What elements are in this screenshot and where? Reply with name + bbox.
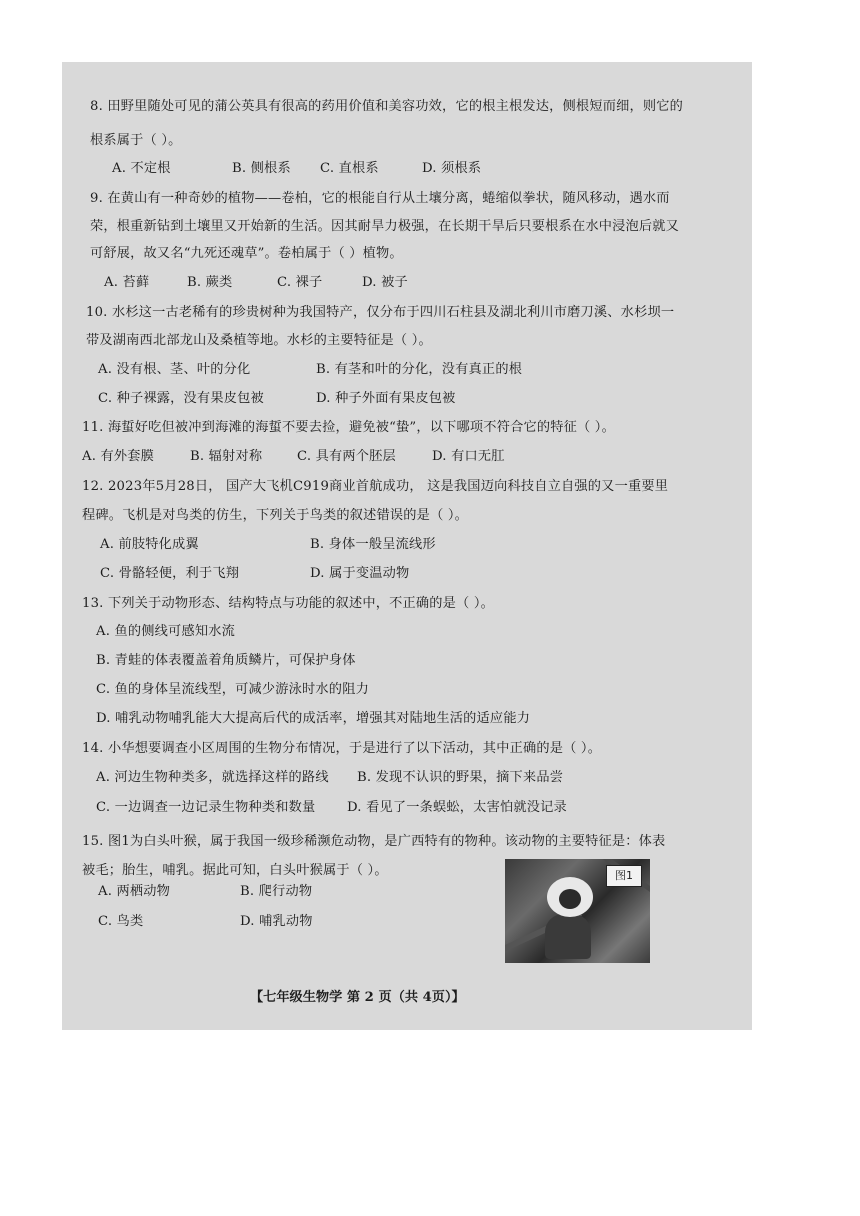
q15-option-c: C. 鸟类 bbox=[98, 914, 144, 929]
q12-option-a: A. 前肢特化成翼 bbox=[100, 537, 199, 552]
q8-stem-line-1: 8. 田野里随处可见的蒲公英具有很高的药用价值和美容功效，它的根主根发达，侧根短而细，则它的 bbox=[90, 99, 684, 114]
q11-option-a: A. 有外套膜 bbox=[82, 449, 155, 464]
monkey-photo bbox=[505, 859, 650, 963]
q14-stem-line-1: 14. 小华想要调查小区周围的生物分布情况，于是进行了以下活动，其中正确的是（ ）。 bbox=[82, 741, 602, 756]
figure-label: 图1 bbox=[606, 865, 642, 887]
q13-option-c: C. 鱼的身体呈流线型，可减少游泳时水的阻力 bbox=[96, 682, 369, 697]
monkey-body-shape bbox=[545, 914, 591, 959]
q11-option-b: B. 辐射对称 bbox=[190, 449, 263, 464]
q13-option-a: A. 鱼的侧线可感知水流 bbox=[96, 624, 235, 639]
q12-stem-line-1: 12. 2023年5月28日， 国产大飞机C919商业首航成功， 这是我国迈向科技自立自强的又一重要里 bbox=[82, 479, 669, 494]
q15-stem-line-2: 被毛；胎生，哺乳。据此可知，白头叶猴属于（ ）。 bbox=[82, 863, 388, 878]
q11-stem-line-1: 11. 海蜇好吃但被冲到海滩的海蜇不要去捡，避免被“蛰”，以下哪项不符合它的特征（ ）。 bbox=[82, 420, 615, 435]
q14-option-a: A. 河边生物种类多，就选择这样的路线 bbox=[96, 770, 329, 785]
q8-option-c: C. 直根系 bbox=[320, 161, 379, 176]
monkey-face-shape bbox=[559, 889, 581, 909]
page-footer: 【七年级生物学 第 2 页（共 4页）】 bbox=[250, 990, 465, 1005]
q8-stem-line-2: 根系属于（ ）。 bbox=[90, 133, 182, 148]
q10-stem-line-2: 带及湖南西北部龙山及桑植等地。水杉的主要特征是（ ）。 bbox=[86, 333, 432, 348]
q11-option-c: C. 具有两个胚层 bbox=[297, 449, 396, 464]
q8-option-d: D. 须根系 bbox=[422, 161, 482, 176]
q10-option-c: C. 种子裸露，没有果皮包被 bbox=[98, 391, 264, 406]
q10-stem-line-1: 10. 水杉这一古老稀有的珍贵树种为我国特产，仅分布于四川石柱县及湖北利川市磨刀溪、水杉坝一 bbox=[86, 305, 675, 320]
q9-option-d: D. 被子 bbox=[362, 275, 408, 290]
q14-option-c: C. 一边调查一边记录生物种类和数量 bbox=[96, 800, 316, 815]
q9-option-b: B. 蕨类 bbox=[187, 275, 233, 290]
q8-option-b: B. 侧根系 bbox=[232, 161, 291, 176]
q9-option-c: C. 裸子 bbox=[277, 275, 323, 290]
q10-option-d: D. 种子外面有果皮包被 bbox=[316, 391, 456, 406]
exam-page bbox=[62, 62, 752, 1030]
q15-option-a: A. 两栖动物 bbox=[98, 884, 171, 899]
q14-option-b: B. 发现不认识的野果，摘下来品尝 bbox=[357, 770, 564, 785]
q13-option-d: D. 哺乳动物哺乳能大大提高后代的成活率，增强其对陆地生活的适应能力 bbox=[96, 711, 531, 726]
q14-option-d: D. 看见了一条蜈蚣，太害怕就没记录 bbox=[347, 800, 567, 815]
q12-option-d: D. 属于变温动物 bbox=[310, 566, 410, 581]
q12-stem-line-2: 程碑。飞机是对鸟类的仿生，下列关于鸟类的叙述错误的是（ ）。 bbox=[82, 508, 469, 523]
q9-stem-line-1: 9. 在黄山有一种奇妙的植物——卷柏，它的根能自行从土壤分离，蜷缩似拳状，随风移动，遇水而 bbox=[90, 191, 670, 206]
q9-stem-line-3: 可舒展，故又名“九死还魂草”。卷柏属于（ ）植物。 bbox=[90, 246, 403, 261]
exam-sheet bbox=[62, 62, 752, 1030]
q10-option-a: A. 没有根、茎、叶的分化 bbox=[98, 362, 251, 377]
q13-stem-line-1: 13. 下列关于动物形态、结构特点与功能的叙述中，不正确的是（ ）。 bbox=[82, 596, 494, 611]
q15-option-b: B. 爬行动物 bbox=[240, 884, 313, 899]
q15-stem-line-1: 15. 图1为白头叶猴，属于我国一级珍稀濒危动物，是广西特有的物种。该动物的主要特征是：体表 bbox=[82, 834, 666, 849]
q8-option-a: A. 不定根 bbox=[112, 161, 171, 176]
q12-option-b: B. 身体一般呈流线形 bbox=[310, 537, 436, 552]
q10-option-b: B. 有茎和叶的分化，没有真正的根 bbox=[316, 362, 523, 377]
q15-option-d: D. 哺乳动物 bbox=[240, 914, 313, 929]
q11-option-d: D. 有口无肛 bbox=[432, 449, 505, 464]
q12-option-c: C. 骨骼轻便，利于飞翔 bbox=[100, 566, 240, 581]
q9-stem-line-2: 荣，根重新钻到土壤里又开始新的生活。因其耐旱力极强，在长期干旱后只要根系在水中浸泡后就又 bbox=[90, 219, 680, 234]
q13-option-b: B. 青蛙的体表覆盖着角质鳞片，可保护身体 bbox=[96, 653, 356, 668]
q9-option-a: A. 苔藓 bbox=[104, 275, 150, 290]
